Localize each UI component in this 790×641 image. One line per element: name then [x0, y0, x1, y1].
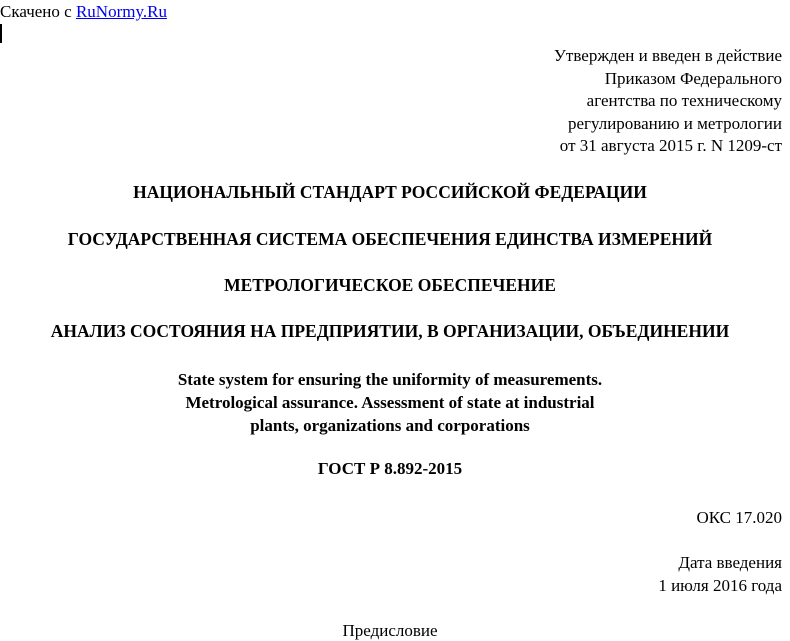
standard-number: ГОСТ Р 8.892-2015 [317, 459, 463, 478]
approval-line: от 31 августа 2015 г. N 1209-ст [559, 136, 782, 155]
english-title-line: plants, organizations and corporations [250, 416, 530, 435]
national-standard-heading: НАЦИОНАЛЬНЫЙ СТАНДАРТ РОССИЙСКОЙ ФЕДЕРАЦИИ [133, 182, 647, 202]
analysis-heading: АНАЛИЗ СОСТОЯНИЯ НА ПРЕДПРИЯТИИ, В ОРГАНИЗАЦИИ, ОБЪЕДИНЕНИИ [50, 321, 730, 341]
source-prefix: Скачено с [0, 2, 76, 21]
approval-line: регулированию и метрологии [567, 113, 782, 133]
intro-date-value: 1 июля 2016 года [658, 576, 782, 595]
source-line [0, 2, 167, 22]
english-title [0, 368, 780, 437]
state-system-heading: ГОСУДАРСТВЕННАЯ СИСТЕМА ОБЕСПЕЧЕНИЯ ЕДИНСТВА ИЗМЕРЕНИЙ [67, 229, 713, 249]
english-title-line: State system for ensuring the uniformity of measurements. [177, 370, 603, 389]
approval-line: агентства по техническому [586, 91, 782, 110]
oks-code: ОКС 17.020 [696, 508, 782, 527]
text-cursor [0, 24, 2, 43]
preface-heading: Предисловие [342, 621, 438, 640]
english-title-line: Metrological assurance. Assessment of state at industrial [185, 393, 595, 412]
intro-date-label: Дата введения [678, 553, 782, 572]
source-link[interactable]: RuNormy.Ru [75, 2, 167, 21]
metrological-heading: МЕТРОЛОГИЧЕСКОЕ ОБЕСПЕЧЕНИЕ [224, 275, 556, 295]
approval-block [554, 45, 782, 158]
approval-line: Приказом Федерального [604, 68, 782, 88]
approval-line: Утвержден и введен в действие [553, 46, 782, 65]
